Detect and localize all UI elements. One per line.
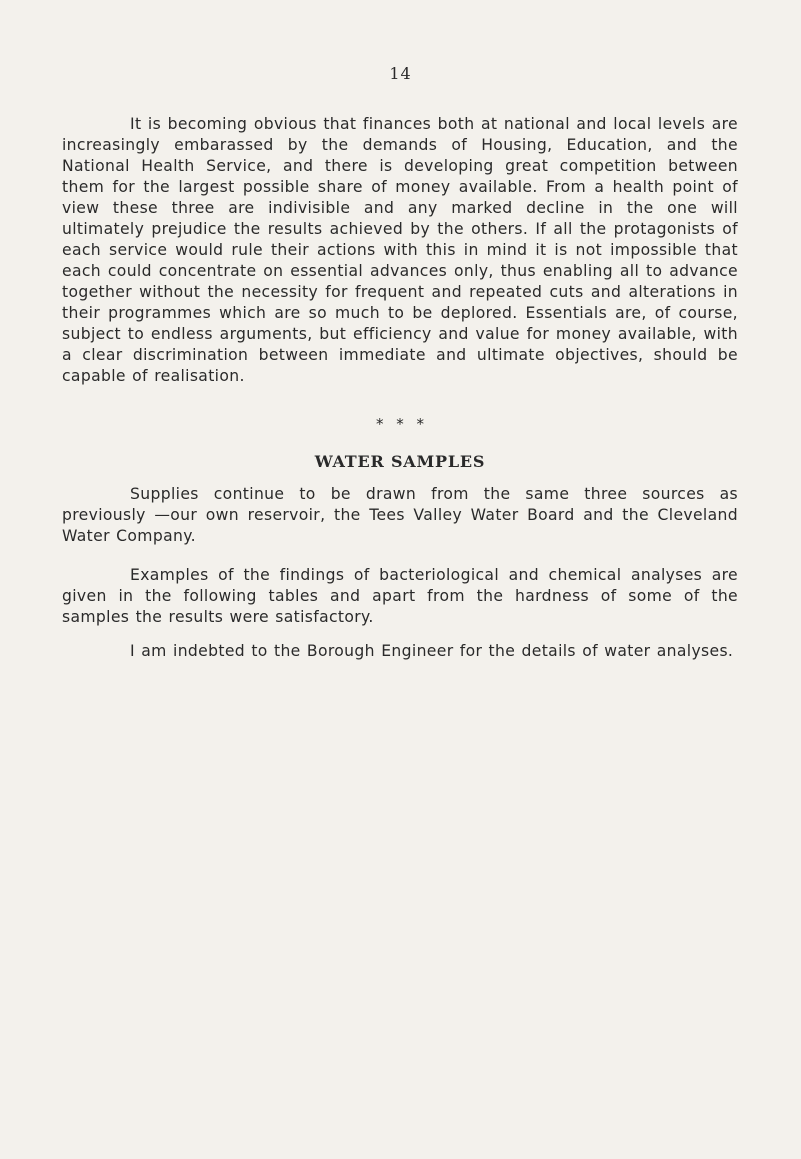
- water-supplies-paragraph: Supplies continue to be drawn from the same three sources as previously —our own reservoir, the Tees Valley Water Board and the Cleveland Water Company.: [62, 485, 738, 545]
- document-body: [62, 114, 738, 662]
- section-heading: WATER SAMPLES: [314, 452, 486, 471]
- section-separator: * * *: [375, 415, 425, 433]
- acknowledgement-paragraph: I am indebted to the Borough Engineer for the details of water analyses.: [130, 642, 734, 660]
- analyses-paragraph: Examples of the findings of bacteriological and chemical analyses are given in the following tables and apart from the hardness of some of the samples the results were satisfactory.: [62, 566, 738, 626]
- intro-paragraph: It is becoming obvious that finances both at national and local levels are increasingly embarassed by the demands of Housing, Education, and the National Health Service, and there is developing great competition between them for the largest possible share of money available. From a health point of view these three are indivisible and any marked decline in the one will ultimately prejudice the results achieved by the others. If all the protagonists of each service would rule their actions with this in mind it is not impossible that each could concentrate on essential advances only, thus enabling all to advance together without the necessity for frequent and repeated cuts and alterations in their programmes which are so much to be deplored. Essentials are, of course, subject to endless arguments, but efficiency and value for money available, with a clear discrimination between immediate and ultimate objectives, should be capable of realisation.: [62, 115, 738, 385]
- page-number: 14: [389, 64, 412, 83]
